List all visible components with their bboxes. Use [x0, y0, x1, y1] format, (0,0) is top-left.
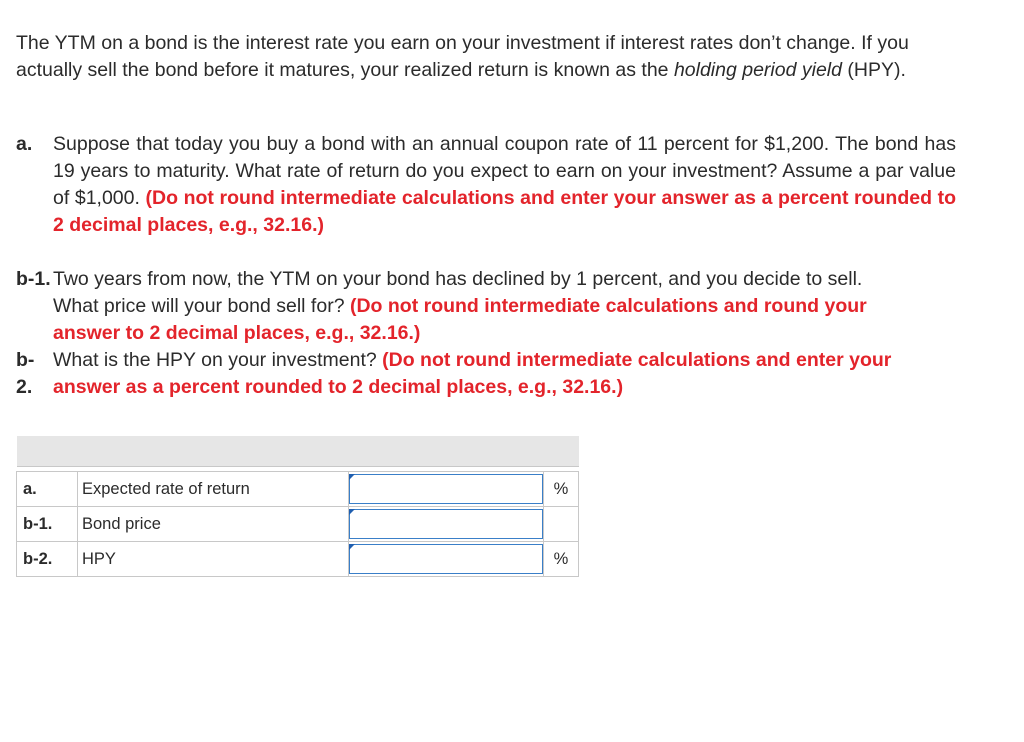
intro-text-1: The YTM on a bond is the interest rate you earn on your investment if interest rates don’t change. If you actually sell the bond before it matures, your realized return is known as the [16, 32, 909, 81]
question-body [53, 131, 956, 239]
intro-term: holding period yield [673, 59, 842, 81]
label-line-1: b- [16, 349, 35, 371]
row-label: b-2. [17, 542, 78, 577]
row-unit: % [544, 542, 579, 577]
table-row [17, 542, 579, 577]
question-label [16, 347, 34, 401]
question-instruction: (Do not round intermediate calculations and enter your answer as a percent rounded to 2 decimal places, e.g., 32.16.) [53, 349, 892, 398]
expected-return-input[interactable] [349, 474, 543, 504]
question-body [53, 347, 933, 401]
intro-paragraph [16, 30, 946, 84]
row-description: Bond price [78, 507, 349, 542]
table-header [17, 436, 579, 467]
question-text: Suppose that today you buy a bond with an annual coupon rate of 11 percent for $1,200. The bond has 19 years to maturity. What rate of return do you expect to earn on your investment? Assume a par value of $1,000. [53, 133, 956, 209]
question-b2 [16, 347, 956, 401]
question-instruction: (Do not round intermediate calculations and round your answer to 2 decimal places, e.g., 32.16.) [53, 295, 867, 344]
answer-table [16, 436, 579, 577]
question-instruction: (Do not round intermediate calculations and enter your answer as a percent rounded to 2 decimal places, e.g., 32.16.) [53, 187, 957, 236]
table-row [17, 472, 579, 507]
question-label: b-1. [16, 268, 51, 290]
question-text: What is the HPY on your investment? [53, 349, 377, 371]
row-unit: % [544, 472, 579, 507]
answer-cell [349, 472, 544, 507]
row-unit [544, 507, 579, 542]
row-label: b-1. [17, 507, 78, 542]
row-description: Expected rate of return [78, 472, 349, 507]
table-row [17, 507, 579, 542]
question-body [53, 266, 893, 347]
question-text: Two years from now, the YTM on your bond has declined by 1 percent, and you decide to sell. What price will your bond sell for? [53, 268, 863, 317]
question-a [16, 131, 956, 239]
hpy-input[interactable] [349, 544, 543, 574]
label-line-2: 2. [16, 376, 33, 398]
bond-price-input[interactable] [349, 509, 543, 539]
header-cell [17, 436, 579, 467]
question-label: a. [16, 133, 33, 155]
row-description: HPY [78, 542, 349, 577]
intro-text-2: (HPY). [841, 59, 906, 81]
answer-cell [349, 542, 544, 577]
row-label: a. [17, 472, 78, 507]
input-marker-icon [349, 474, 355, 480]
question-b1 [16, 266, 956, 347]
input-marker-icon [349, 509, 355, 515]
answer-cell [349, 507, 544, 542]
input-marker-icon [349, 544, 355, 550]
